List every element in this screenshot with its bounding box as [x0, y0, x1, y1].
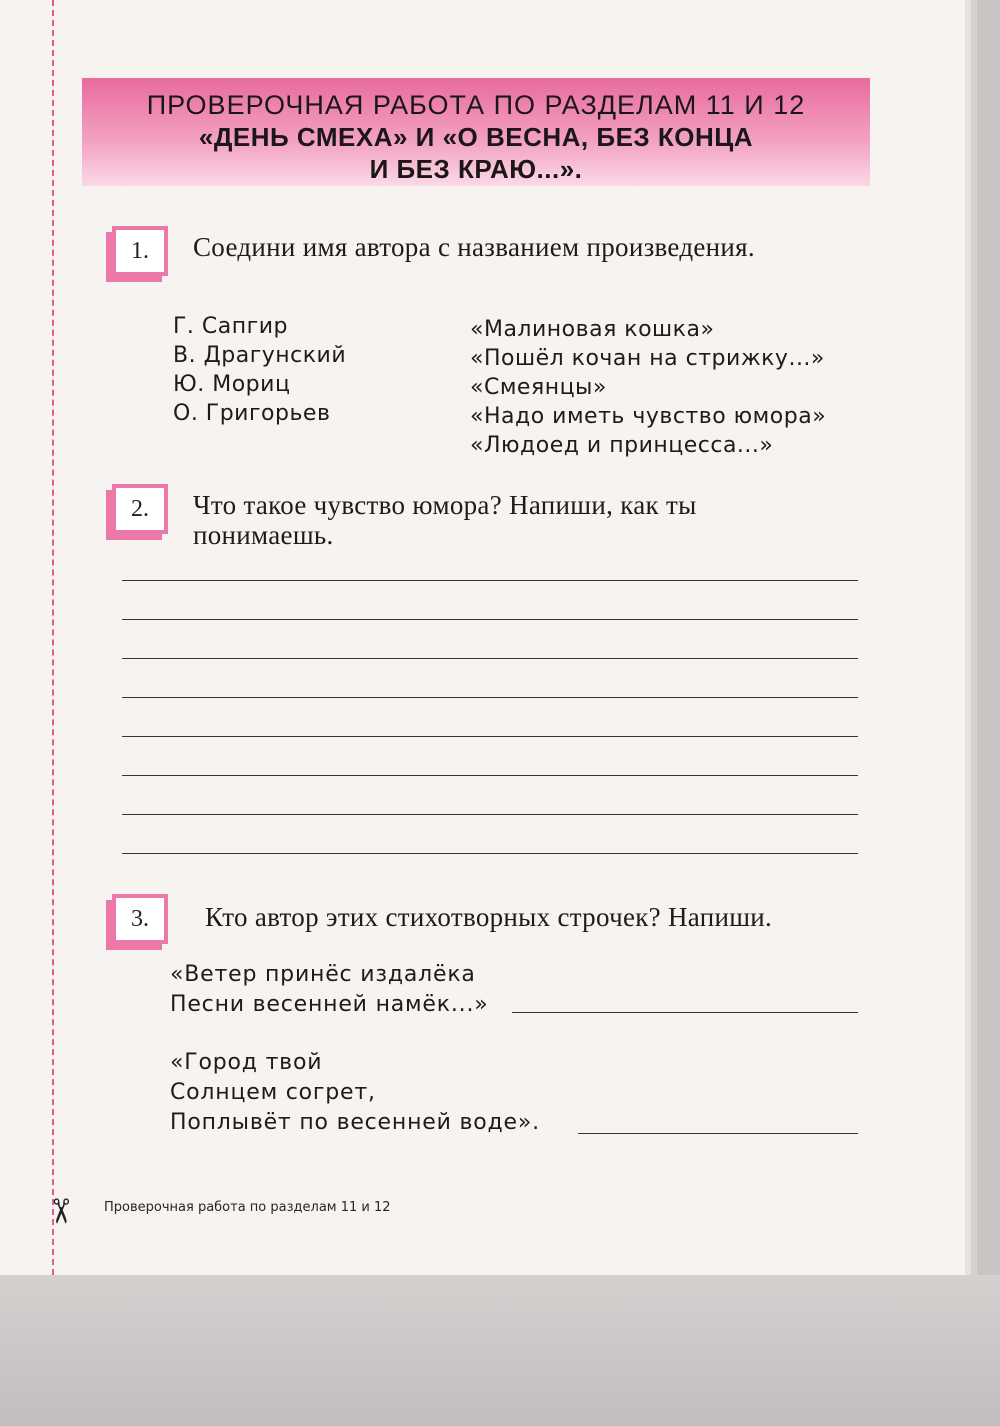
cut-line	[52, 0, 54, 1275]
poem-2-answer-line[interactable]	[578, 1133, 858, 1134]
poem-1	[170, 962, 489, 1022]
task-number-1: 1.	[112, 226, 168, 276]
scan-background	[0, 1275, 1000, 1426]
poem-line: Песни весенней намёк...»	[170, 992, 489, 1017]
title-item[interactable]: «Людоед и принцесса...»	[470, 433, 774, 458]
poem-line: Солнцем согрет,	[170, 1080, 376, 1105]
title-item[interactable]: «Пошёл кочан на стрижку...»	[470, 346, 825, 371]
answer-line[interactable]	[122, 736, 858, 737]
poem-line: «Город твой	[170, 1050, 323, 1075]
task-3-text: Кто автор этих стихотворных строчек? Напиши.	[205, 902, 773, 932]
title-item[interactable]: «Малиновая кошка»	[470, 317, 715, 342]
answer-line[interactable]	[122, 814, 858, 815]
author-item[interactable]: Ю. Мориц	[173, 372, 291, 397]
poem-line: Поплывёт по весенней воде».	[170, 1110, 540, 1135]
task-number-3: 3.	[112, 894, 168, 944]
answer-line[interactable]	[122, 853, 858, 854]
poem-line: «Ветер принёс издалёка	[170, 962, 476, 987]
answer-line[interactable]	[122, 619, 858, 620]
task-2-text-line1: Что такое чувство юмора? Напиши, как ты	[193, 490, 697, 520]
header-subtitle-1: «ДЕНЬ СМЕХА» И «О ВЕСНА, БЕЗ КОНЦА	[198, 122, 754, 152]
scissors-icon: ✂	[40, 1197, 80, 1226]
task-2-text-line2: понимаешь.	[193, 520, 334, 550]
authors-list	[173, 314, 346, 430]
header-banner	[82, 78, 870, 186]
answer-line[interactable]	[122, 658, 858, 659]
page-footer: Проверочная работа по разделам 11 и 12	[104, 1200, 391, 1215]
header-subtitle-2: И БЕЗ КРАЮ...».	[369, 154, 583, 184]
answer-line[interactable]	[122, 580, 858, 581]
poem-2	[170, 1050, 540, 1140]
answer-line[interactable]	[122, 775, 858, 776]
poem-1-answer-line[interactable]	[512, 1012, 858, 1013]
task-number-2: 2.	[112, 484, 168, 534]
task-1-text: Соедини имя автора с названием произведения.	[193, 232, 755, 262]
author-item[interactable]: Г. Сапгир	[173, 314, 288, 339]
author-item[interactable]: О. Григорьев	[173, 401, 331, 426]
answer-line[interactable]	[122, 697, 858, 698]
author-item[interactable]: В. Драгунский	[173, 343, 347, 368]
title-item[interactable]: «Смеянцы»	[470, 375, 607, 400]
titles-list	[470, 317, 826, 462]
title-item[interactable]: «Надо иметь чувство юмора»	[470, 404, 827, 429]
header-title: ПРОВЕРОЧНАЯ РАБОТА ПО РАЗДЕЛАМ 11 И 12	[146, 90, 806, 120]
